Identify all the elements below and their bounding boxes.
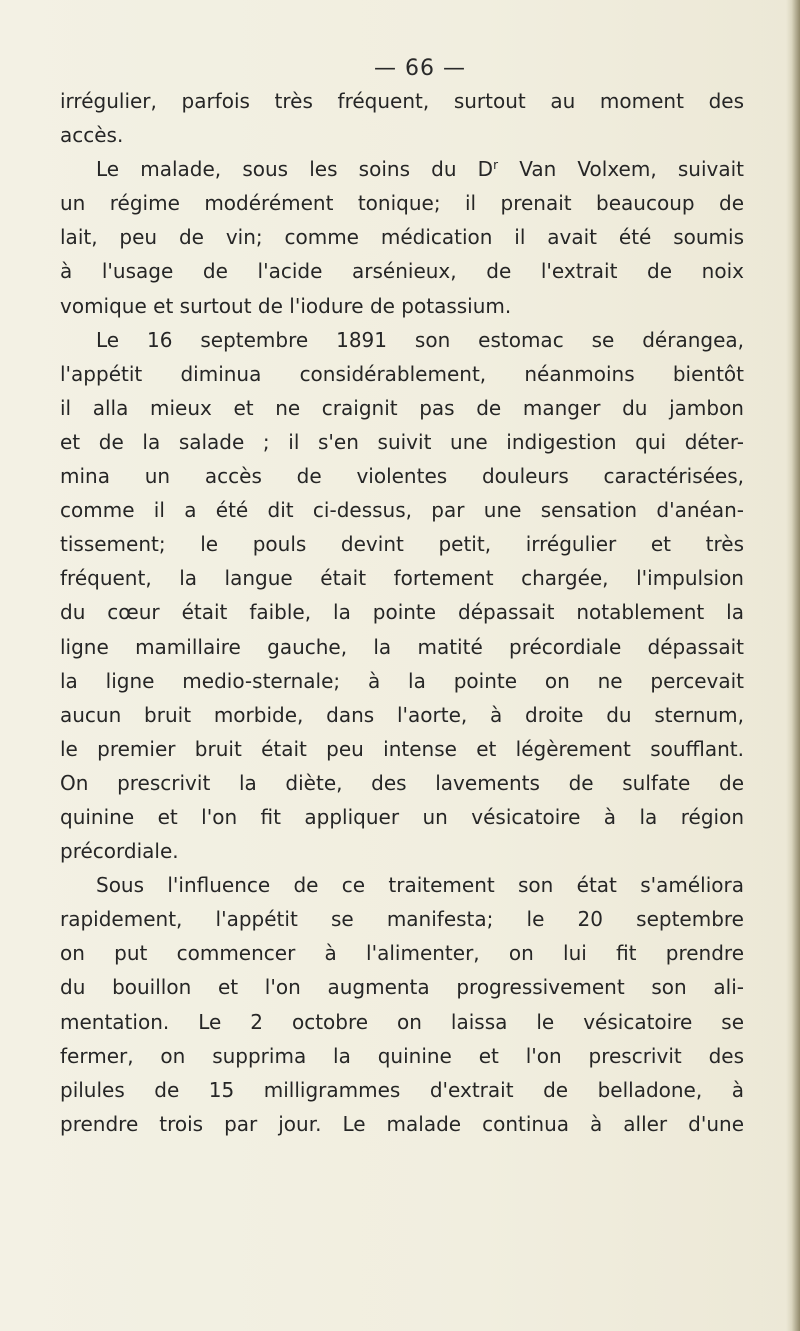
paragraph-4 (60, 868, 744, 1141)
text-line: irrégulier, parfois très fréquent, surtout au moment des (60, 89, 744, 113)
text-line: aucun bruit morbide, dans l'aorte, à droite du sternum, (60, 702, 744, 727)
text-fragment: Le malade, sous les soins du D (96, 157, 494, 182)
text-line: fréquent, la langue était fortement chargée, l'impulsion (60, 566, 744, 591)
text-line: précordiale. (60, 839, 179, 864)
text-line: On prescrivit la diète, des lavements de sulfate de (60, 770, 744, 795)
text-line: tissement; le pouls devint petit, irrégulier et très (60, 532, 744, 557)
text-line: la ligne medio-sternale; à la pointe on ne percevait (60, 668, 744, 693)
text-line: et de la salade ; il s'en suivit une indigestion qui déter- (60, 429, 744, 454)
page-number: — 66 — (374, 56, 466, 81)
text-line: vomique et surtout de l'iodure de potassium. (60, 293, 512, 318)
text-line: mentation. Le 2 octobre on laissa le vésicatoire se (60, 1009, 744, 1034)
text-line: à l'usage de l'acide arsénieux, de l'extrait de noix (60, 259, 744, 284)
text-line: quinine et l'on fit appliquer un vésicatoire à la région (60, 804, 744, 829)
paragraph-2 (60, 152, 744, 322)
text-line: prendre trois par jour. Le malade continua à aller d'une (60, 1111, 744, 1136)
text-line: le premier bruit était peu intense et légèrement soufflant. (60, 736, 744, 761)
text-fragment: Van Volxem, suivait (498, 157, 745, 182)
text-line: on put commencer à l'alimenter, on lui fit prendre (60, 941, 744, 966)
text-line: fermer, on supprima la quinine et l'on prescrivit des (60, 1043, 744, 1068)
page-edge-shadow (786, 0, 800, 1331)
text-line: pilules de 15 milligrammes d'extrait de belladone, à (60, 1077, 744, 1102)
paragraph-1 (60, 84, 744, 152)
text-line: lait, peu de vin; comme médication il avait été soumis (60, 225, 744, 250)
body-text (60, 84, 744, 1141)
text-line: rapidement, l'appétit se manifesta; le 20 septembre (60, 907, 744, 932)
text-line: accès. (60, 123, 124, 148)
text-line: du bouillon et l'on augmenta progressivement son ali- (60, 975, 744, 1000)
text-line (60, 152, 744, 186)
paragraph-3 (60, 323, 744, 869)
text-line: il alla mieux et ne craignit pas de manger du jambon (60, 395, 744, 420)
text-line: mina un accès de violentes douleurs caractérisées, (60, 464, 744, 489)
text-line: ligne mamillaire gauche, la matité précordiale dépassait (60, 634, 744, 659)
text-line: comme il a été dit ci-dessus, par une sensation d'anéan- (60, 498, 744, 523)
superscript: r (493, 158, 499, 173)
text-line: Sous l'influence de ce traitement son état s'améliora (96, 873, 744, 898)
text-line: un régime modérément tonique; il prenait beaucoup de (60, 191, 744, 216)
text-line: Le 16 septembre 1891 son estomac se dérangea, (96, 327, 744, 352)
text-line: l'appétit diminua considérablement, néanmoins bientôt (60, 361, 744, 386)
text-line: du cœur était faible, la pointe dépassait notablement la (60, 600, 744, 625)
